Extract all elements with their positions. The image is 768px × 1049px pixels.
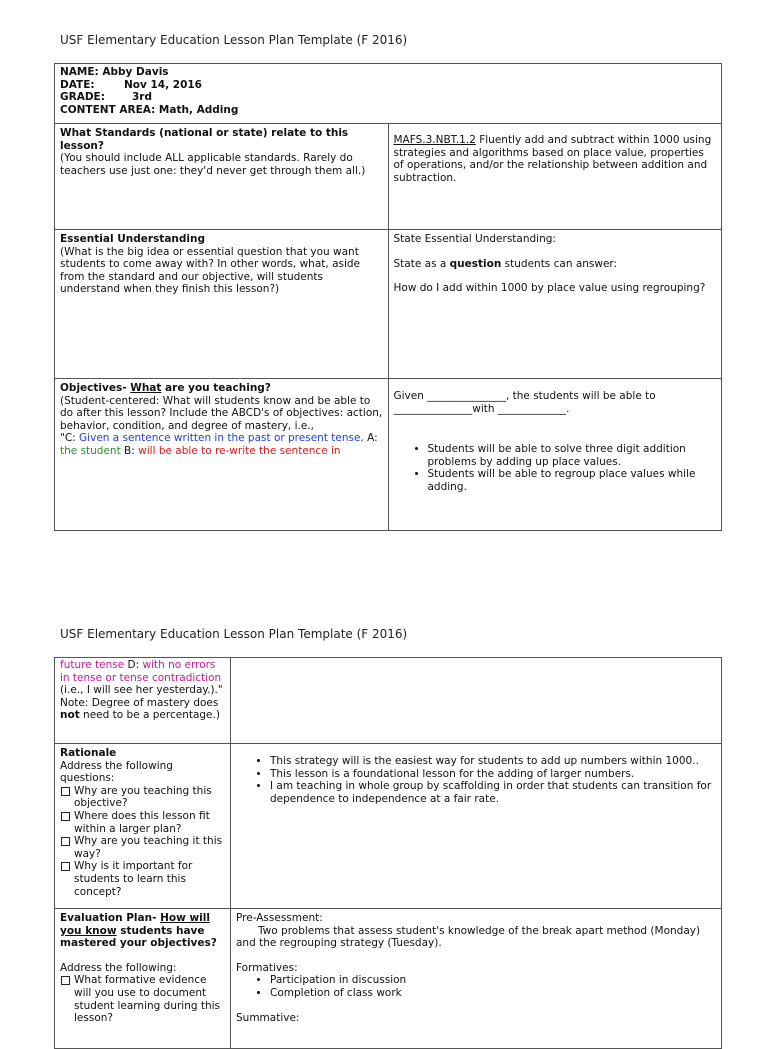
objectives-title-a: Objectives-: [60, 382, 131, 394]
rationale-content-cell: [231, 744, 722, 909]
list-item: • I am teaching in whole group by scaffolding in order that students can transition for dependence to independence at a fair rate.: [270, 780, 716, 805]
c-text: Given a sentence written in the past or present tense,: [79, 432, 364, 445]
rationale-title: Rationale: [60, 747, 117, 759]
objectives-continued-text: [60, 659, 225, 697]
standards-content-cell: [388, 124, 722, 230]
standards-title: What Standards (national or state) relate to this lesson?: [60, 127, 349, 152]
mastery-note: [60, 697, 225, 722]
rationale-row: [55, 744, 722, 909]
list-item: Why is it important for students to learn this concept?: [60, 860, 225, 898]
list-item: • Participation in discussion: [270, 974, 716, 987]
pre-assessment-label: Pre-Assessment:: [236, 912, 323, 924]
essential-note: (What is the big idea or essential question that you want students to come away with? In other words, what, aside from the standard and our objective, will students understand when they finish this lesson?): [60, 245, 361, 296]
info-row: [55, 64, 722, 124]
formatives-label: Formatives:: [236, 961, 298, 974]
question-prefix: State as a: [393, 257, 450, 270]
page-header-2: USF Elementary Education Lesson Plan Template (F 2016): [60, 627, 408, 641]
standard-code: MAFS.3.NBT.1.2: [393, 134, 476, 146]
objectives-title-c: are you teaching?: [161, 382, 271, 394]
essential-title: Essential Understanding: [60, 233, 205, 245]
evaluation-content-cell: [231, 909, 722, 1049]
rationale-question-list: [60, 785, 225, 898]
essential-label-cell: [55, 230, 389, 379]
evaluation-row: [55, 909, 722, 1049]
content-area-line: CONTENT AREA: Math, Adding: [60, 103, 239, 116]
essential-question-instruction: [394, 258, 717, 271]
note-bold: not: [60, 709, 80, 722]
lesson-plan-table-page1: [54, 63, 722, 531]
date-value: Nov 14, 2016: [124, 78, 202, 91]
grade-label: GRADE:: [60, 91, 105, 104]
example-text: (i.e., I will see her yesterday.).": [60, 684, 223, 697]
standards-row: [55, 124, 722, 230]
question-bold: question: [449, 257, 502, 270]
b-label: B:: [120, 444, 139, 457]
d-text: with no errors in tense or tense contradiction: [60, 659, 222, 684]
formatives-bullet-list: [236, 974, 716, 999]
a-label: A:: [363, 432, 378, 445]
note-a: Note: Degree of mastery does: [60, 696, 219, 709]
list-item: • Students will be able to regroup place values while adding.: [428, 468, 717, 493]
pre-assessment-text: Two problems that assess student's knowledge of the break apart method (Monday) and the regrouping strategy (Tuesday).: [236, 924, 701, 950]
objectives-title: [60, 382, 383, 395]
summative-label: Summative:: [236, 1011, 300, 1024]
rationale-label-cell: [55, 744, 231, 909]
list-item: • Students will be able to solve three digit addition problems by adding up place values.: [428, 443, 717, 468]
date-label: DATE:: [60, 78, 95, 91]
list-item: • This strategy will is the easiest way for students to add up numbers within 1000..: [270, 755, 716, 768]
grade-line: [60, 91, 716, 104]
objectives-label-cell: [55, 379, 389, 531]
evaluation-title-a: Evaluation Plan-: [60, 912, 161, 924]
objectives-content-cell: [388, 379, 722, 531]
evaluation-title: [60, 912, 225, 950]
evaluation-title-b: How will you know: [60, 912, 210, 937]
objectives-bullet-list: [394, 443, 717, 493]
list-item: • This lesson is a foundational lesson for the adding of larger numbers.: [270, 768, 716, 781]
rationale-bullet-list: [236, 755, 716, 805]
list-item: • Completion of class work: [270, 987, 716, 1000]
objectives-note: (Student-centered: What will students know and be able to do after this lesson? Include the ABCD's of objectives: action, behavior, condition, and degree of mastery, i.e.,: [60, 394, 383, 432]
future-tense-text: future tense: [60, 659, 125, 671]
objectives-row: [55, 379, 722, 531]
page-header: USF Elementary Education Lesson Plan Template (F 2016): [60, 33, 408, 47]
a-text: the student: [60, 444, 121, 457]
essential-content-cell: [388, 230, 722, 379]
objectives-title-b: What: [130, 382, 162, 394]
objectives-given-line: Given _______________, the students will be able to _______________with _____________.: [393, 390, 656, 415]
standards-label-cell: [55, 124, 389, 230]
b-text: will be able to re-write the sentence in: [138, 444, 341, 457]
evaluation-title-c: students have mastered your objectives?: [60, 924, 217, 950]
grade-value: 3rd: [132, 91, 153, 104]
essential-question: How do I add within 1000 by place value using regrouping?: [393, 282, 706, 295]
question-suffix: students can answer:: [501, 257, 618, 270]
objectives-abcd-example: [60, 432, 383, 457]
name-line: NAME: Abby Davis: [60, 66, 169, 78]
c-label: "C:: [60, 432, 80, 445]
objectives-continued-cell: [55, 658, 231, 744]
standards-note: (You should include ALL applicable standards. Rarely do teachers use just one: they'd never get through them all.): [60, 152, 366, 177]
essential-row: [55, 230, 722, 379]
list-item: What formative evidence will you use to document student learning during this lesson?: [60, 974, 225, 1024]
date-line: [60, 79, 716, 92]
d-label: D:: [124, 659, 143, 671]
standard-text: Fluently add and subtract within 1000 using strategies and algorithms based on place value, properties of operations, and/or the relationship between addition and subtraction.: [393, 134, 712, 184]
evaluation-label-cell: [55, 909, 231, 1049]
list-item: Where does this lesson fit within a larger plan?: [60, 810, 225, 835]
rationale-intro: Address the following questions:: [60, 759, 173, 785]
info-cell: [55, 64, 722, 124]
essential-state-label: State Essential Understanding:: [393, 233, 556, 245]
list-item: Why are you teaching it this way?: [60, 835, 225, 860]
objectives-continued-row: [55, 658, 722, 744]
list-item: Why are you teaching this objective?: [60, 785, 225, 810]
evaluation-intro: Address the following:: [60, 961, 177, 974]
lesson-plan-table-page2: [54, 657, 722, 1049]
objectives-continued-content: [231, 658, 722, 744]
evaluation-question-list: [60, 974, 225, 1024]
note-b: need to be a percentage.): [79, 709, 220, 722]
